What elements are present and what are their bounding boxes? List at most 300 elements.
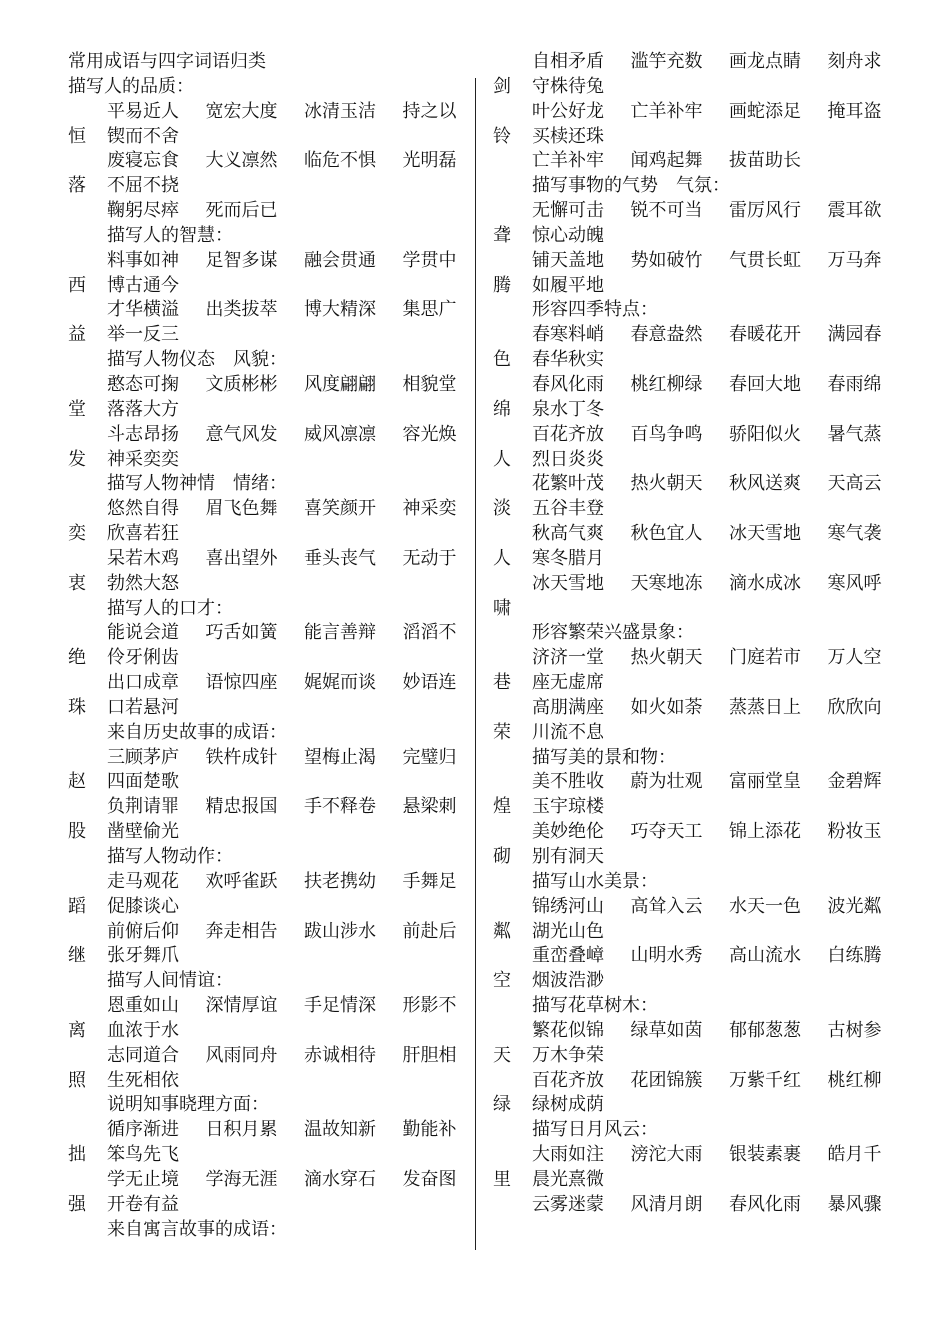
- idiom-word: 负荆请罪: [107, 796, 179, 818]
- idiom-word: 手不释卷: [304, 796, 376, 818]
- idiom-word: 万马奔: [827, 249, 882, 271]
- idiom-row-continuation: [493, 969, 888, 994]
- idiom-row-continuation: [493, 274, 888, 299]
- idiom-word: 天寒地冻: [630, 572, 703, 594]
- idiom-row: [68, 994, 463, 1019]
- idiom-word: 烈日炎炎: [532, 448, 604, 470]
- idiom-word: 喜出望外: [205, 547, 278, 569]
- idiom-word: 悠然自得: [107, 498, 179, 520]
- wrapped-character: 蹈: [68, 895, 86, 917]
- idiom-row-continuation: [68, 1193, 463, 1218]
- idiom-word: 废寝忘食: [107, 150, 179, 172]
- idiom-word: 水天一色: [729, 895, 801, 917]
- idiom-word: 锐不可当: [630, 200, 703, 222]
- idiom-word: 春雨绵: [827, 373, 882, 395]
- idiom-row: [68, 497, 463, 522]
- wrapped-character: 巷: [493, 672, 511, 694]
- idiom-word: 勃然大怒: [107, 572, 179, 594]
- idiom-word: 料事如神: [107, 249, 179, 271]
- idiom-word: 天高云: [827, 473, 882, 495]
- idiom-word: 暴风骤: [827, 1193, 882, 1215]
- idiom-word: 发奋图: [402, 1168, 457, 1190]
- idiom-word: 买椟还珠: [532, 125, 604, 147]
- idiom-word: 川流不息: [532, 721, 604, 743]
- wrapped-character: 聋: [493, 224, 511, 246]
- idiom-word: 自相矛盾: [532, 51, 604, 72]
- idiom-word: 生死相依: [107, 1069, 179, 1091]
- idiom-word: 临危不惧: [304, 150, 376, 172]
- idiom-word: 惊心动魄: [532, 224, 604, 246]
- idiom-row: [493, 199, 888, 224]
- wrapped-character: 铃: [493, 125, 511, 147]
- idiom-row: [68, 671, 463, 696]
- idiom-word: 别有洞天: [532, 846, 604, 867]
- wrapped-character: 空: [493, 970, 511, 992]
- idiom-word: 画龙点睛: [729, 51, 801, 72]
- idiom-word: 百花齐放: [532, 1069, 604, 1091]
- idiom-word: 雷厉风行: [729, 200, 801, 222]
- idiom-row: [493, 423, 888, 448]
- idiom-word: 威风凛凛: [304, 423, 376, 445]
- wrapped-character: 衷: [68, 572, 86, 594]
- idiom-word: 风清月朗: [630, 1193, 703, 1215]
- idiom-row: [493, 149, 888, 174]
- idiom-word: 绿草如茵: [630, 1019, 703, 1041]
- idiom-word: 垂头丧气: [304, 547, 376, 569]
- category-heading: 描写人物神情 情绪：: [107, 473, 287, 495]
- wrapped-character: 人: [493, 547, 511, 569]
- idiom-word: 血浓于水: [107, 1019, 179, 1041]
- idiom-row: [68, 621, 463, 646]
- wrapped-character: 益: [68, 324, 86, 346]
- idiom-word: 济济一堂: [532, 647, 604, 669]
- idiom-word: 气贯长虹: [729, 249, 801, 271]
- idiom-word: 风雨同舟: [205, 1044, 278, 1066]
- idiom-row: [68, 1118, 463, 1143]
- idiom-row: [68, 423, 463, 448]
- wrapped-character: 啸: [493, 597, 511, 619]
- idiom-word: 满园春: [827, 324, 882, 346]
- idiom-row-continuation: [493, 845, 888, 870]
- idiom-word: 神采奕: [402, 498, 457, 520]
- idiom-word: 高耸入云: [630, 895, 703, 917]
- idiom-row: [68, 199, 463, 224]
- idiom-row-continuation: [493, 671, 888, 696]
- idiom-word: 完璧归: [402, 746, 457, 768]
- idiom-row-continuation: [68, 770, 463, 795]
- idiom-word: 万木争荣: [532, 1044, 604, 1066]
- wrapped-character: 落: [68, 175, 86, 197]
- category-heading: 描写人的品质：: [68, 75, 194, 97]
- idiom-word: 眉飞色舞: [205, 498, 278, 520]
- category-heading: 描写花草树木：: [532, 995, 658, 1017]
- idiom-word: 勤能补: [402, 1119, 457, 1141]
- wrapped-character: 天: [493, 1044, 511, 1066]
- category-heading: 描写山水美景：: [532, 870, 658, 892]
- wrapped-character: 股: [68, 821, 86, 843]
- idiom-word: 巧夺天工: [630, 821, 703, 843]
- idiom-word: 扶老携幼: [304, 870, 376, 892]
- idiom-word: 春风化雨: [532, 373, 604, 395]
- wrapped-character: 绿: [493, 1094, 511, 1116]
- idiom-row-continuation: [493, 398, 888, 423]
- idiom-word: 日积月累: [205, 1119, 278, 1141]
- idiom-word: 滴水穿石: [304, 1168, 376, 1190]
- idiom-word: 大义凛然: [205, 150, 278, 172]
- idiom-word: 晨光熹微: [532, 1168, 604, 1190]
- wrapped-character: 奕: [68, 523, 86, 545]
- category-heading: 描写日月风云：: [532, 1119, 658, 1141]
- idiom-word: 玉宇琼楼: [532, 796, 604, 818]
- idiom-word: 叶公好龙: [532, 100, 604, 122]
- idiom-word: 口若悬河: [107, 696, 179, 718]
- wrapped-character: 里: [493, 1168, 511, 1190]
- idiom-word: 融会贯通: [304, 249, 376, 271]
- idiom-row-continuation: [68, 125, 463, 150]
- idiom-word: 神采奕奕: [107, 448, 179, 470]
- idiom-word: 富丽堂皇: [729, 771, 801, 793]
- idiom-word: 娓娓而谈: [304, 672, 376, 694]
- idiom-word: 三顾茅庐: [107, 746, 179, 768]
- idiom-row-continuation: [493, 795, 888, 820]
- idiom-row: [68, 920, 463, 945]
- idiom-word: 万人空: [827, 647, 882, 669]
- category-heading: 来自寓言故事的成语：: [107, 1218, 287, 1240]
- idiom-row-continuation: [493, 597, 888, 622]
- idiom-word: 桃红柳: [827, 1069, 882, 1091]
- idiom-row: [493, 1193, 888, 1218]
- idiom-word: 秋色宜人: [630, 523, 703, 545]
- idiom-word: 博古通今: [107, 274, 179, 296]
- idiom-row: [493, 472, 888, 497]
- idiom-row: [493, 770, 888, 795]
- idiom-word: 锦绣河山: [532, 895, 604, 917]
- idiom-word: 妙语连: [402, 672, 457, 694]
- idiom-word: 震耳欲: [827, 200, 882, 222]
- idiom-row-continuation: [68, 1069, 463, 1094]
- idiom-word: 金碧辉: [827, 771, 882, 793]
- idiom-word: 走马观花: [107, 870, 179, 892]
- wrapped-character: 离: [68, 1019, 86, 1041]
- idiom-word: 滔滔不: [402, 622, 457, 644]
- idiom-row: [493, 696, 888, 721]
- idiom-word: 锲而不舍: [107, 125, 179, 147]
- idiom-word: 繁花似锦: [532, 1019, 604, 1041]
- right-column-lines: [493, 50, 888, 1218]
- idiom-row-continuation: [493, 497, 888, 522]
- idiom-word: 寒风呼: [827, 572, 882, 594]
- idiom-word: 不屈不挠: [107, 175, 179, 197]
- right-column: [493, 50, 888, 1218]
- idiom-word: 烟波浩渺: [532, 970, 604, 992]
- idiom-word: 促膝谈心: [107, 895, 179, 917]
- idiom-word: 出口成章: [107, 672, 179, 694]
- idiom-word: 跋山涉水: [304, 920, 376, 942]
- idiom-row-continuation: [493, 75, 888, 100]
- wrapped-character: 荣: [493, 721, 511, 743]
- idiom-word: 高山流水: [729, 945, 801, 967]
- idiom-word: 热火朝天: [630, 473, 703, 495]
- idiom-row: [493, 1143, 888, 1168]
- wrapped-character: 腾: [493, 274, 511, 296]
- idiom-row-continuation: [68, 895, 463, 920]
- idiom-word: 呆若木鸡: [107, 547, 179, 569]
- idiom-word: 笨鸟先飞: [107, 1144, 179, 1166]
- idiom-word: 冰天雪地: [729, 523, 801, 545]
- idiom-word: 亡羊补牢: [630, 100, 703, 122]
- idiom-word: 意气风发: [205, 423, 278, 445]
- idiom-word: 足智多谋: [205, 249, 278, 271]
- idiom-word: 前赴后: [402, 920, 457, 942]
- idiom-word: 张牙舞爪: [107, 945, 179, 967]
- idiom-word: 奔走相告: [205, 920, 278, 942]
- wrapped-character: 强: [68, 1193, 86, 1215]
- idiom-word: 憨态可掬: [107, 373, 179, 395]
- idiom-row-continuation: [68, 1143, 463, 1168]
- idiom-word: 泉水丁冬: [532, 398, 604, 420]
- idiom-word: 春暖花开: [729, 324, 801, 346]
- idiom-row: [493, 1019, 888, 1044]
- idiom-word: 滂沱大雨: [630, 1144, 703, 1166]
- idiom-word: 形影不: [402, 995, 457, 1017]
- idiom-row-continuation: [493, 348, 888, 373]
- idiom-row: [493, 820, 888, 845]
- idiom-word: 花繁叶茂: [532, 473, 604, 495]
- idiom-word: 高朋满座: [532, 696, 604, 718]
- wrapped-character: 色: [493, 349, 511, 371]
- idiom-word: 万紫千红: [729, 1069, 801, 1091]
- idiom-word: 铺天盖地: [532, 249, 604, 271]
- idiom-word: 凿壁偷光: [107, 821, 179, 843]
- wrapped-character: 煌: [493, 796, 511, 818]
- idiom-word: 画蛇添足: [729, 100, 801, 122]
- idiom-word: 光明磊: [402, 150, 457, 172]
- idiom-word: 风度翩翩: [304, 373, 376, 395]
- idiom-word: 闻鸡起舞: [630, 150, 703, 172]
- category-heading: 描写事物的气势 气氛：: [532, 175, 730, 197]
- idiom-row: [493, 249, 888, 274]
- idiom-word: 春寒料峭: [532, 324, 604, 346]
- idiom-word: 秋风送爽: [729, 473, 801, 495]
- wrapped-character: 赵: [68, 771, 86, 793]
- wrapped-character: 珠: [68, 696, 86, 718]
- idiom-word: 平易近人: [107, 100, 179, 122]
- idiom-word: 循序渐进: [107, 1119, 179, 1141]
- idiom-word: 刻舟求: [827, 51, 882, 72]
- idiom-row: [493, 1069, 888, 1094]
- left-column: [68, 50, 463, 1243]
- idiom-word: 前俯后仰: [107, 920, 179, 942]
- idiom-word: 相貌堂: [402, 373, 457, 395]
- idiom-word: 出类拔萃: [205, 299, 278, 321]
- idiom-row: [493, 944, 888, 969]
- idiom-word: 手舞足: [402, 870, 457, 892]
- idiom-word: 温故知新: [304, 1119, 376, 1141]
- idiom-row-continuation: [68, 572, 463, 597]
- idiom-word: 春回大地: [729, 373, 801, 395]
- category-heading: 来自历史故事的成语：: [107, 721, 287, 743]
- category-heading: 描写人的口才：: [107, 597, 233, 619]
- wrapped-character: 绵: [493, 398, 511, 420]
- idiom-word: 拔苗助长: [729, 150, 801, 172]
- idiom-word: 冰天雪地: [532, 572, 604, 594]
- idiom-row-continuation: [493, 224, 888, 249]
- idiom-word: 美妙绝伦: [532, 821, 604, 843]
- idiom-row: [68, 746, 463, 771]
- idiom-word: 花团锦簇: [630, 1069, 703, 1091]
- category-heading: 说明知事晓理方面：: [107, 1094, 269, 1116]
- idiom-row: [493, 895, 888, 920]
- idiom-word: 学海无涯: [205, 1168, 278, 1190]
- idiom-row: [493, 646, 888, 671]
- category-heading: 形容繁荣兴盛景象：: [532, 622, 694, 644]
- idiom-word: 死而后已: [205, 200, 278, 222]
- idiom-word: 文质彬彬: [205, 373, 278, 395]
- document-title: 常用成语与四字词语归类: [68, 51, 266, 72]
- idiom-word: 集思广: [402, 299, 457, 321]
- idiom-word: 守株待兔: [532, 75, 604, 97]
- category-heading: 描写美的景和物：: [532, 746, 676, 768]
- idiom-row: [493, 100, 888, 125]
- idiom-word: 才华横溢: [107, 299, 179, 321]
- wrapped-character: 剑: [493, 75, 511, 97]
- idiom-word: 暑气蒸: [827, 423, 882, 445]
- idiom-word: 百鸟争鸣: [630, 423, 703, 445]
- idiom-word: 能说会道: [107, 622, 179, 644]
- idiom-word: 能言善辩: [304, 622, 376, 644]
- idiom-word: 手足情深: [304, 995, 376, 1017]
- idiom-word: 赤诚相待: [304, 1044, 376, 1066]
- idiom-word: 势如破竹: [630, 249, 703, 271]
- category-heading: 描写人的智慧：: [107, 224, 233, 246]
- idiom-word: 如火如荼: [630, 696, 703, 718]
- idiom-word: 云雾迷蒙: [532, 1193, 604, 1215]
- idiom-row-continuation: [493, 721, 888, 746]
- idiom-word: 皓月千: [827, 1144, 882, 1166]
- idiom-row-continuation: [493, 125, 888, 150]
- idiom-word: 四面楚歌: [107, 771, 179, 793]
- idiom-row: [68, 100, 463, 125]
- idiom-row-continuation: [493, 547, 888, 572]
- idiom-row-continuation: [493, 1168, 888, 1193]
- idiom-word: 滥竽充数: [630, 51, 703, 72]
- idiom-word: 恩重如山: [107, 995, 179, 1017]
- idiom-row-continuation: [68, 448, 463, 473]
- idiom-row: [68, 249, 463, 274]
- idiom-row-continuation: [68, 174, 463, 199]
- idiom-word: 热火朝天: [630, 647, 703, 669]
- idiom-word: 门庭若市: [729, 647, 801, 669]
- idiom-word: 白练腾: [827, 945, 882, 967]
- category-heading: 描写人间情谊：: [107, 970, 233, 992]
- idiom-word: 寒气袭: [827, 523, 882, 545]
- idiom-word: 欢呼雀跃: [205, 870, 278, 892]
- idiom-word: 春风化雨: [729, 1193, 801, 1215]
- column-divider: [475, 78, 476, 1250]
- idiom-row-continuation: [68, 696, 463, 721]
- category-heading: 描写人物仪态 风貌：: [107, 349, 287, 371]
- idiom-word: 冰清玉洁: [304, 100, 376, 122]
- wrapped-character: 照: [68, 1069, 86, 1091]
- idiom-word: 春意盎然: [630, 324, 703, 346]
- idiom-word: 学无止境: [107, 1168, 179, 1190]
- idiom-word: 无懈可击: [532, 200, 604, 222]
- idiom-word: 桃红柳绿: [630, 373, 703, 395]
- wrapped-character: 发: [68, 448, 86, 470]
- idiom-word: 美不胜收: [532, 771, 604, 793]
- idiom-word: 容光焕: [402, 423, 457, 445]
- idiom-word: 斗志昂扬: [107, 423, 179, 445]
- category-heading: 描写人物动作：: [107, 846, 233, 867]
- idiom-word: 亡羊补牢: [532, 150, 604, 172]
- idiom-word: 开卷有益: [107, 1193, 179, 1215]
- idiom-row-continuation: [68, 522, 463, 547]
- idiom-row: [68, 149, 463, 174]
- idiom-word: 绿树成荫: [532, 1094, 604, 1116]
- idiom-word: 伶牙俐齿: [107, 647, 179, 669]
- idiom-row: [68, 870, 463, 895]
- idiom-word: 重峦叠嶂: [532, 945, 604, 967]
- idiom-row: [68, 547, 463, 572]
- idiom-word: 锦上添花: [729, 821, 801, 843]
- idiom-row-continuation: [493, 1044, 888, 1069]
- idiom-word: 宽宏大度: [205, 100, 278, 122]
- idiom-word: 百花齐放: [532, 423, 604, 445]
- idiom-word: 湖光山色: [532, 920, 604, 942]
- idiom-word: 志同道合: [107, 1044, 179, 1066]
- idiom-word: 欣喜若狂: [107, 523, 179, 545]
- idiom-word: 肝胆相: [402, 1044, 457, 1066]
- idiom-word: 秋高气爽: [532, 523, 604, 545]
- idiom-word: 巧舌如簧: [205, 622, 278, 644]
- idiom-word: 五谷丰登: [532, 498, 604, 520]
- idiom-word: 无动于: [402, 547, 457, 569]
- idiom-word: 精忠报国: [205, 796, 278, 818]
- idiom-word: 骄阳似火: [729, 423, 801, 445]
- idiom-word: 语惊四座: [205, 672, 278, 694]
- idiom-word: 望梅止渴: [304, 746, 376, 768]
- idiom-word: 学贯中: [402, 249, 457, 271]
- idiom-word: 春华秋实: [532, 349, 604, 371]
- idiom-row: [68, 373, 463, 398]
- idiom-word: 蒸蒸日上: [729, 696, 801, 718]
- idiom-word: 滴水成冰: [729, 572, 801, 594]
- idiom-word: 博大精深: [304, 299, 376, 321]
- wrapped-character: 堂: [68, 398, 86, 420]
- idiom-row-continuation: [68, 820, 463, 845]
- wrapped-character: 绝: [68, 647, 86, 669]
- idiom-row-continuation: [68, 274, 463, 299]
- idiom-row-continuation: [68, 398, 463, 423]
- wrapped-character: 人: [493, 448, 511, 470]
- idiom-row: [68, 1044, 463, 1069]
- idiom-row: [493, 572, 888, 597]
- idiom-word: 蔚为壮观: [630, 771, 703, 793]
- idiom-word: 持之以: [402, 100, 457, 122]
- idiom-word: 波光粼: [827, 895, 882, 917]
- idiom-row-continuation: [68, 646, 463, 671]
- idiom-row-continuation: [493, 920, 888, 945]
- idiom-word: 落落大方: [107, 398, 179, 420]
- wrapped-character: 恒: [68, 125, 86, 147]
- idiom-word: 铁杵成针: [205, 746, 278, 768]
- wrapped-character: 继: [68, 945, 86, 967]
- idiom-word: 古树参: [827, 1019, 882, 1041]
- idiom-row-continuation: [68, 323, 463, 348]
- idiom-word: 山明水秀: [630, 945, 703, 967]
- wrapped-character: 粼: [493, 920, 511, 942]
- wrapped-character: 拙: [68, 1144, 86, 1166]
